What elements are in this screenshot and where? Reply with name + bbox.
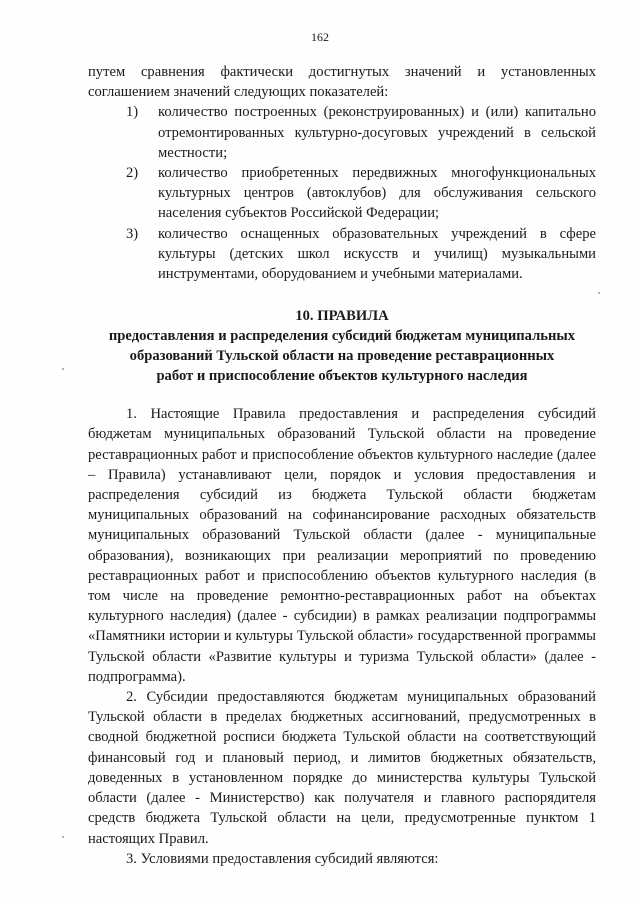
section-heading xyxy=(88,306,596,386)
section-subtitle-line: предоставления и распределения субсидий бюджетам муниципальных xyxy=(108,328,576,345)
paragraph-3: 3. Условиями предоставления субсидий являются: xyxy=(126,850,439,867)
document-body xyxy=(88,62,596,869)
list-item-number: 3) xyxy=(126,225,139,242)
scan-speck xyxy=(598,292,600,294)
section-subtitle-line: образований Тульской области на проведение реставрационных xyxy=(129,348,555,365)
section-title: 10. ПРАВИЛА xyxy=(295,308,389,325)
list-item-text: количество построенных (реконструированных) и (или) капитально отремонтированных культурно-досуговых учреждений в сельской местности; xyxy=(158,104,596,161)
list-item xyxy=(88,224,596,285)
scan-speck xyxy=(62,836,64,838)
section-subtitle-line: работ и приспособление объектов культурного наследия xyxy=(156,368,528,385)
list-item xyxy=(88,163,596,224)
list-item-number: 2) xyxy=(126,165,139,182)
list-item-number: 1) xyxy=(126,104,139,121)
paragraph-2: 2. Субсидии предоставляются бюджетам муниципальных образований Тульской области в пределах бюджетных ассигнований, предусмотренных в сводной бюджетной росписи бюджета Тульской области на соответствующий финансовый год и плановый период, и лимитов бюджетных обязательств, доведенных в установленном порядке до министерства культуры Тульской области (далее - Министерство) как получателя и главного распорядителя средств бюджета Тульской области на цели, предусмотренные пунктом 1 настоящих Правил. xyxy=(88,689,596,847)
list-item-text: количество оснащенных образовательных учреждений в сфере культуры (детских школ искусств и училищ) музыкальными инструментами, оборудованием и учебными материалами. xyxy=(158,225,596,283)
intro-paragraph: путем сравнения фактически достигнутых значений и установленных соглашением значений следующих показателей: xyxy=(88,64,596,101)
paragraph-1: 1. Настоящие Правила предоставления и распределения субсидий бюджетам муниципальных образований Тульской области на проведение реставрационных работ и приспособление объектов культурного наследие (далее – Правила) устанавливают цели, порядок и условия предоставления и распределения субсидий из бюджета Тульской области бюджетам муниципальных образований на софинансирование расходных обязательств муниципальных образований Тульской области (далее - муниципальные образования), возникающих при реализации мероприятий по проведению реставрационных работ и приспособлению объектов культурного наследия (в том числе на проведение ремонтно-реставрационных работ на объектах культурного наследия) (далее - субсидии) в рамках реализации подпрограммы «Памятники истории и культуры Тульской области» государственной программы Тульской области «Развитие культуры и туризма Тульской области» (далее - подпрограмма). xyxy=(88,406,596,685)
scan-speck xyxy=(62,368,64,370)
list-item xyxy=(88,102,596,163)
page-number: 162 xyxy=(311,30,329,44)
list-item-text: количество приобретенных передвижных многофункциональных культурных центров (автоклубов) для обслуживания сельского населения субъектов Российской Федерации; xyxy=(158,165,596,222)
